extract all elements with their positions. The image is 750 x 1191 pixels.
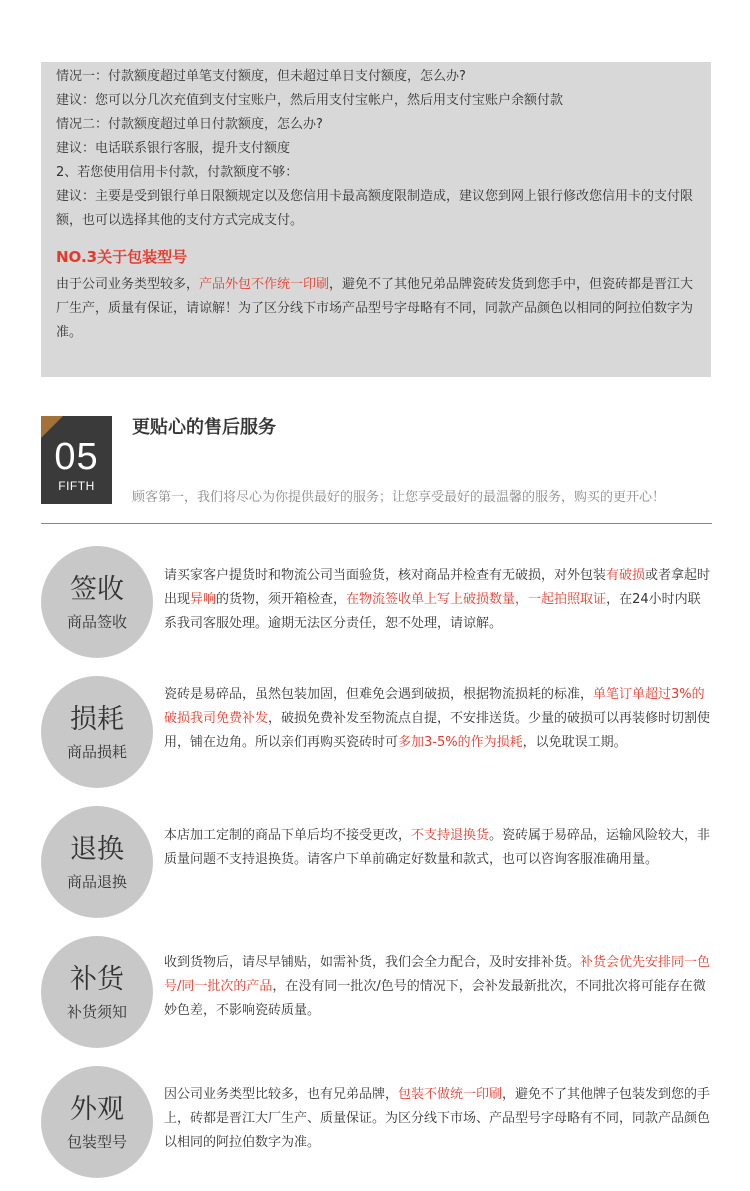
section-number-badge: [41, 416, 112, 504]
service-circle: [41, 676, 153, 788]
service-text: [164, 951, 713, 1023]
corner-accent: [41, 416, 63, 438]
advice-1: 建议：您可以分几次充值到支付宝账户，然后用支付宝帐户，然后用支付宝账户余额付款: [56, 93, 564, 108]
service-text-highlight: 多加3-5%的作为损耗: [398, 735, 523, 750]
packaging-text-a: 由于公司业务类型较多，: [56, 277, 200, 292]
service-text-highlight: 不支持退换货: [411, 828, 490, 843]
service-circle-subtitle: 商品损耗: [66, 743, 127, 761]
service-text-highlight: 单笔订单超过3%的破损我司免费补发: [164, 687, 705, 726]
service-item-appearance: [41, 1066, 713, 1178]
section-title: 更贴心的售后服务: [132, 417, 276, 438]
service-text: [164, 824, 713, 872]
service-item-return: [41, 806, 713, 918]
service-text-part: ，以免耽误工期。: [522, 735, 627, 750]
service-text: [164, 564, 713, 636]
packaging-heading: NO.3关于包装型号: [56, 248, 188, 266]
service-text-highlight: 在物流签收单上写上破损数量，一起拍照取证: [346, 592, 607, 607]
service-item-sign: [41, 546, 713, 658]
service-item-loss: [41, 676, 713, 788]
service-text-highlight: 包装不做统一印刷: [398, 1087, 503, 1102]
service-text-part: 请买家客户提货时和物流公司当面验货，核对商品并检查有无破损，对外包装: [164, 568, 607, 583]
service-circle: [41, 806, 153, 918]
section-number: 05: [54, 436, 99, 478]
service-text-part: ，破损免费补发至物流点自提，不安排送货。少量的破损可以再装修时切割使用，铺在边角。所以亲们再购买瓷砖时可: [164, 711, 711, 750]
service-circle-title: 签收: [70, 574, 124, 605]
service-text-part: 或者拿起时出现: [164, 568, 711, 607]
packaging-text: [56, 273, 701, 345]
payment-faq-box: [41, 62, 711, 377]
service-circle-subtitle: 补货须知: [66, 1003, 127, 1021]
service-circle-title: 损耗: [70, 704, 124, 735]
service-text-part: 。瓷砖属于易碎品，运输风险较大，非质量问题不支持退换货。请客户下单前确定好数量和款式，也可以咨询客服准确用量。: [164, 828, 711, 867]
service-text-part: 的货物，须开箱检查，: [216, 592, 347, 607]
service-text-part: 因公司业务类型比较多，也有兄弟品牌，: [164, 1087, 399, 1102]
service-circle: [41, 546, 153, 658]
service-circle: [41, 936, 153, 1048]
service-text-highlight: 有破损: [606, 568, 646, 583]
service-text-highlight: 补货会优先安排同一色号/同一批次的产品: [164, 955, 711, 994]
service-circle-subtitle: 商品退换: [66, 873, 127, 891]
service-text-part: ，避免不了其他牌子包装发到您的手上，砖都是晋江大厂生产、质量保证。为区分线下市场、产品型号字母略有不同，同款产品颜色以相同的阿拉伯数字为准。: [164, 1087, 711, 1150]
packaging-text-highlight: 产品外包不作统一印刷: [199, 277, 330, 292]
service-text-part: ，在24小时内联系我司客服处理。逾期无法区分责任，恕不处理，请谅解。: [164, 592, 701, 631]
after-sales-header: [41, 416, 712, 524]
case-2: 情况二：付款额度超过单日付款额度，怎么办?: [56, 117, 323, 132]
service-text-part: 瓷砖是易碎品，虽然包装加固，但难免会遇到破损，根据物流损耗的标准，: [164, 687, 594, 702]
service-circle-title: 外观: [70, 1094, 124, 1125]
service-text-part: 收到货物后，请尽早铺贴，如需补货，我们会全力配合，及时安排补货。: [164, 955, 581, 970]
service-circle: [41, 1066, 153, 1178]
service-circle-subtitle: 包装型号: [66, 1133, 127, 1151]
advice-3: 建议：主要是受到银行单日限额规定以及您信用卡最高额度限制造成，建议您到网上银行修改您信用卡的支付限额，也可以选择其他的支付方式完成支付。: [56, 189, 694, 228]
case-3: 2、若您使用信用卡付款，付款额度不够：: [56, 165, 299, 180]
section-number-sub: FIFTH: [58, 479, 95, 493]
service-text: [164, 683, 713, 755]
advice-2: 建议：电话联系银行客服，提升支付额度: [56, 141, 291, 156]
packaging-text-b: ，避免不了其他兄弟品牌瓷砖发货到您手中，但瓷砖都是晋江大厂生产，质量有保证，请谅解！为了区分线下市场产品型号字母略有不同，同款产品颜色以相同的阿拉伯数字为准。: [56, 277, 694, 340]
section-desc: 顾客第一，我们将尽心为你提供最好的服务；让您享受最好的最温馨的服务，购买的更开心！: [132, 490, 666, 505]
service-text-part: ，在没有同一批次/色号的情况下，会补发最新批次，不同批次将可能存在微妙色差，不影响瓷砖质量。: [164, 979, 706, 1018]
service-item-restock: [41, 936, 713, 1048]
service-circle-title: 补货: [70, 964, 124, 995]
service-text-part: 本店加工定制的商品下单后均不接受更改，: [164, 828, 412, 843]
service-text-highlight: 异响: [190, 592, 217, 607]
service-text: [164, 1083, 713, 1155]
service-circle-subtitle: 商品签收: [66, 613, 127, 631]
service-circle-title: 退换: [70, 834, 124, 865]
case-1: 情况一：付款额度超过单笔支付额度，但未超过单日支付额度，怎么办?: [56, 69, 466, 84]
